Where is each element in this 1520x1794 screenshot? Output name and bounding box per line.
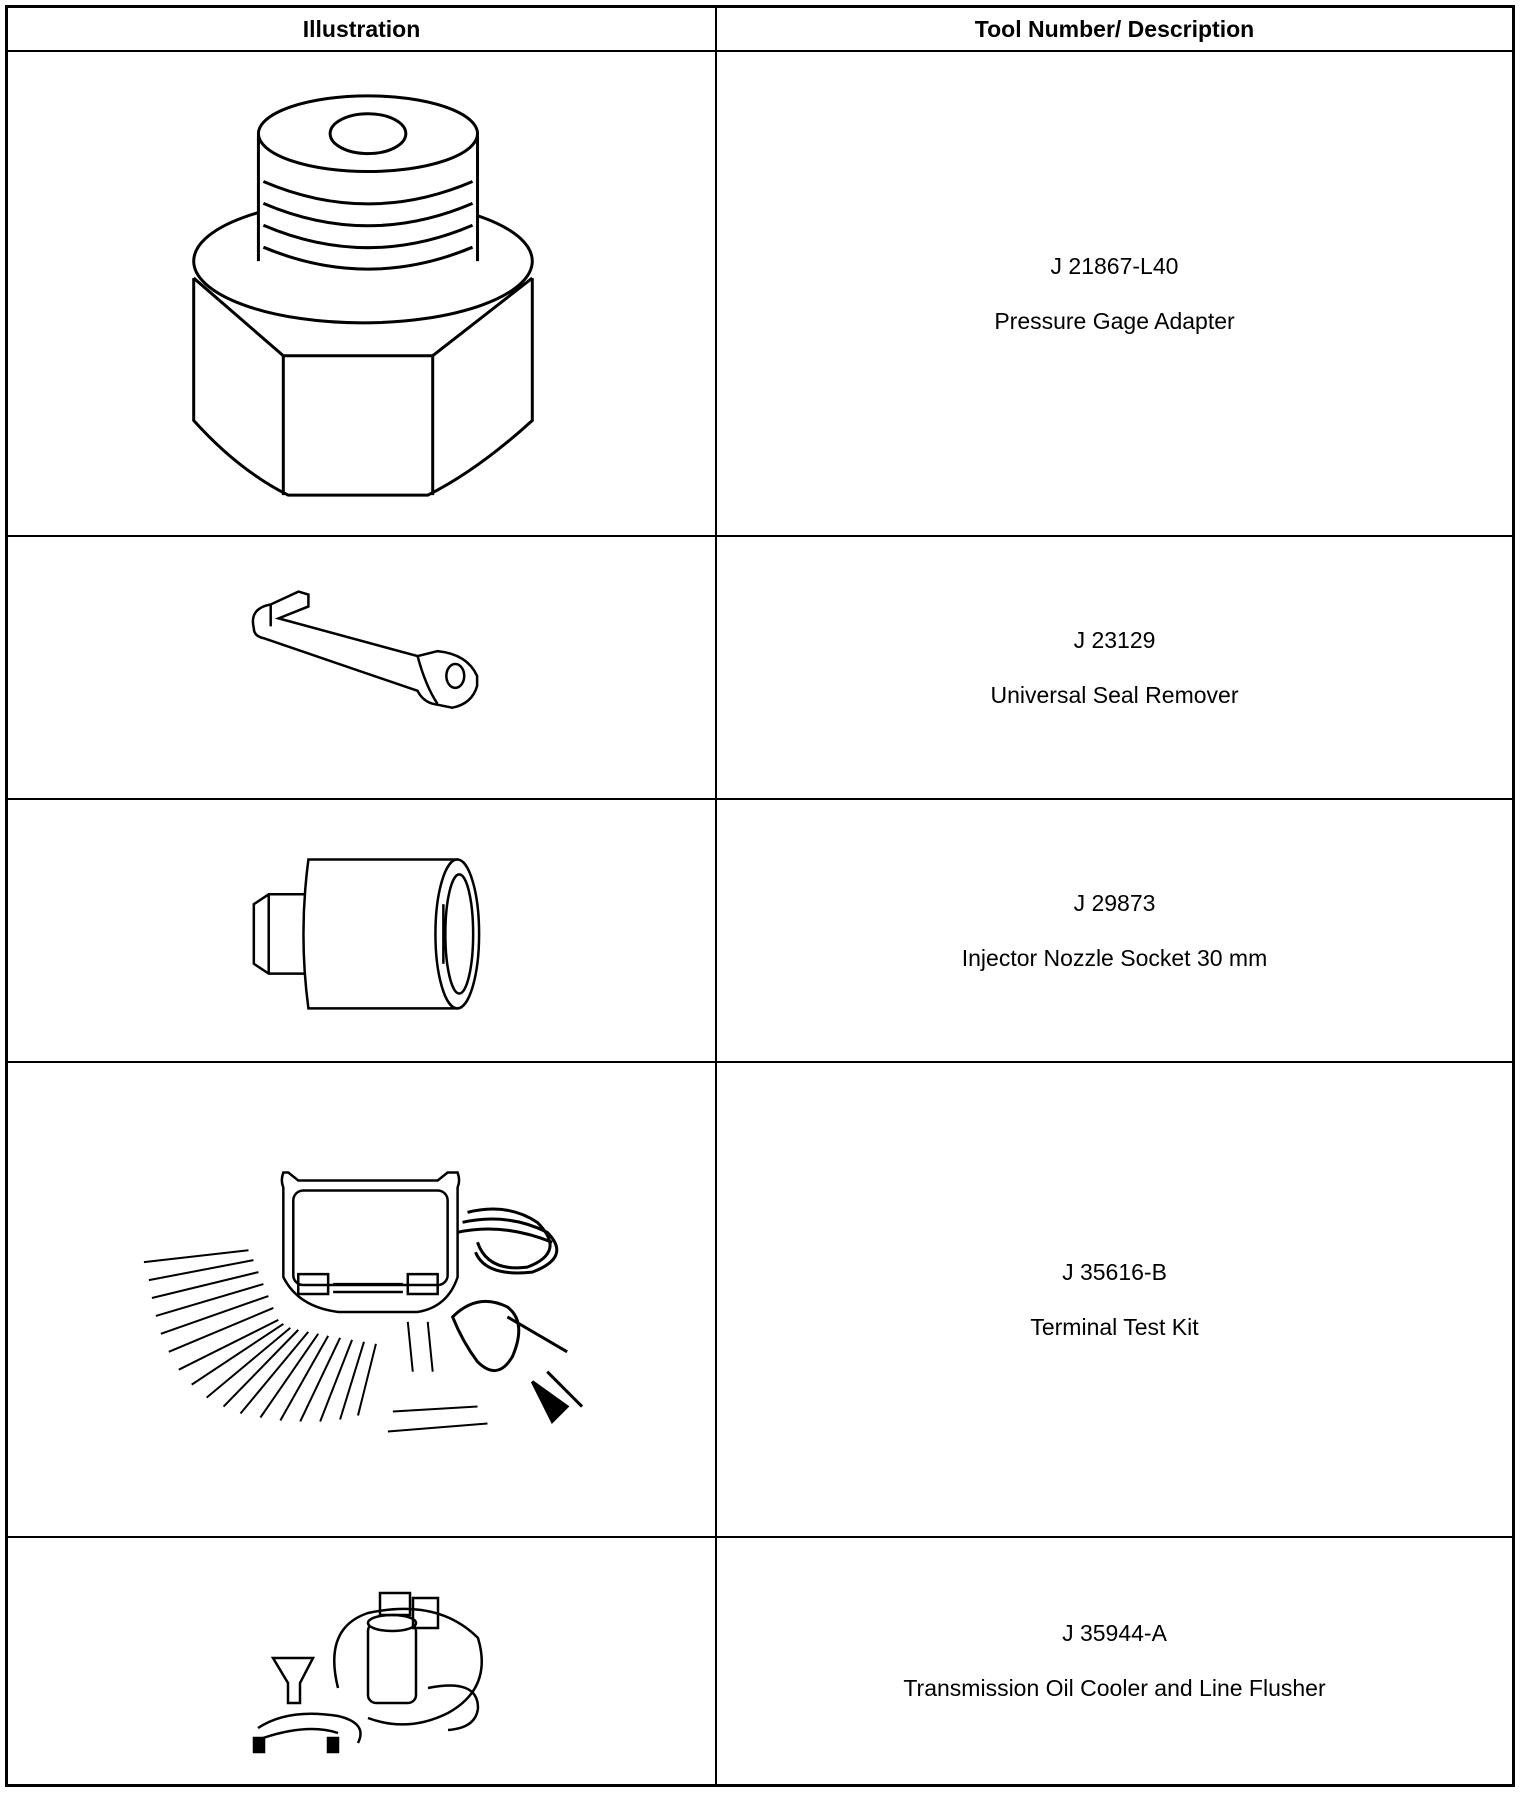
- illustration-cell: [8, 1538, 715, 1784]
- table-header: [8, 8, 1512, 52]
- tool-description: Injector Nozzle Socket 30 mm: [961, 944, 1268, 971]
- illustration-cell: [8, 1063, 715, 1536]
- description-cell: [717, 1538, 1512, 1784]
- tool-description: Terminal Test Kit: [1030, 1313, 1199, 1340]
- header-illustration: Illustration: [302, 16, 421, 42]
- illustration-cell: [8, 52, 715, 535]
- illustration-cell: [8, 800, 715, 1061]
- header-tool-description: Tool Number/ Description: [974, 16, 1255, 42]
- tool-number: J 21867-L40: [1050, 252, 1179, 279]
- table-row: [8, 537, 1512, 800]
- table-row: [8, 1538, 1512, 1784]
- tool-description: Universal Seal Remover: [990, 681, 1239, 708]
- tool-number: J 35616-B: [1062, 1258, 1167, 1285]
- description-cell: [717, 800, 1512, 1061]
- tool-number: J 35944-A: [1062, 1620, 1167, 1646]
- universal-seal-remover-illustration: [8, 537, 715, 798]
- pressure-gage-adapter-illustration: [8, 52, 715, 535]
- table-row: [8, 52, 1512, 537]
- terminal-test-kit-illustration: [8, 1063, 715, 1536]
- description-cell: [717, 52, 1512, 535]
- description-cell: [717, 1063, 1512, 1536]
- description-cell: [717, 537, 1512, 798]
- table-row: [8, 800, 1512, 1063]
- oil-cooler-flusher-illustration: [8, 1538, 715, 1784]
- tool-description: Pressure Gage Adapter: [994, 307, 1235, 334]
- injector-nozzle-socket-illustration: [8, 800, 715, 1061]
- tools-table: [5, 5, 1515, 1787]
- tool-number: J 23129: [1073, 626, 1156, 653]
- tool-description: Transmission Oil Cooler and Line Flusher: [903, 1675, 1326, 1701]
- table-row: [8, 1063, 1512, 1538]
- tool-number: J 29873: [1073, 889, 1156, 916]
- illustration-cell: [8, 537, 715, 798]
